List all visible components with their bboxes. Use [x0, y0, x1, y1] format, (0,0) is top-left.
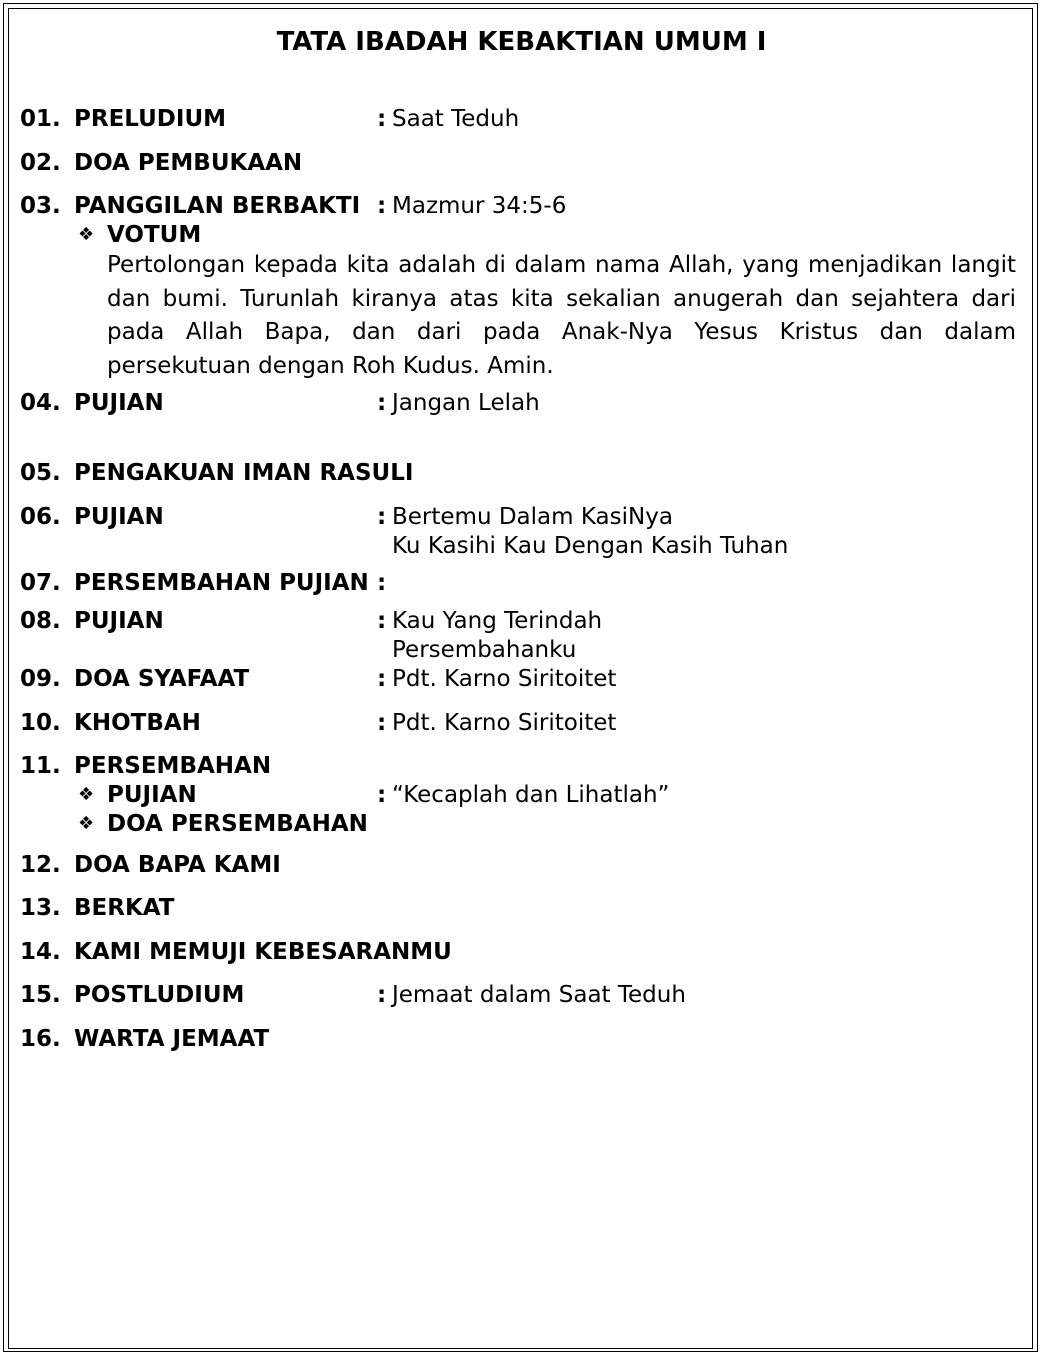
list-item-warta-jemaat — [20, 1024, 1020, 1054]
item-colon: : — [377, 570, 387, 596]
diamond-bullet-icon: ❖ — [78, 224, 95, 245]
item-label: DOA SYAFAAT — [74, 666, 250, 692]
list-item-pujian-3 — [20, 606, 1020, 636]
item-label: PERSEMBAHAN PUJIAN — [74, 570, 369, 596]
item-label: PANGGILAN BERBAKTI — [74, 193, 361, 219]
list-item-persembahan — [20, 751, 1020, 781]
item-colon: : — [377, 193, 387, 219]
item-number: 08. — [20, 608, 61, 634]
item-value: Pdt. Karno Siritoitet — [392, 666, 617, 692]
list-item-doa-syafaat — [20, 664, 1020, 694]
item-number: 11. — [20, 753, 61, 779]
list-item-doa-pembukaan — [20, 148, 1020, 178]
item-colon: : — [377, 666, 387, 692]
item-colon: : — [377, 504, 387, 530]
item-label: KAMI MEMUJI KEBESARANMU — [74, 939, 452, 965]
item-label: DOA PEMBUKAAN — [74, 150, 303, 176]
item-number: 07. — [20, 570, 61, 596]
item-label: PUJIAN — [74, 504, 164, 530]
list-item-berkat — [20, 893, 1020, 923]
item-label: KHOTBAH — [74, 710, 201, 736]
list-item-postludium — [20, 980, 1020, 1010]
item-number: 06. — [20, 504, 61, 530]
list-item-kami-memuji — [20, 937, 1020, 967]
item-label: WARTA JEMAAT — [74, 1026, 270, 1052]
votum-label: VOTUM — [107, 222, 202, 248]
subitem-label: PUJIAN — [107, 782, 197, 808]
item-label: PUJIAN — [74, 390, 164, 416]
item-number: 10. — [20, 710, 61, 736]
item-value: Pdt. Karno Siritoitet — [392, 710, 617, 736]
item-number: 16. — [20, 1026, 61, 1052]
item-number: 12. — [20, 852, 61, 878]
item-value: Jemaat dalam Saat Teduh — [392, 982, 686, 1008]
item-value-continued: Persembahanku — [392, 637, 577, 663]
subitem-value: “Kecaplah dan Lihatlah” — [392, 782, 670, 808]
item-label: PENGAKUAN IMAN RASULI — [74, 460, 414, 486]
item-colon: : — [377, 390, 387, 416]
item-number: 04. — [20, 390, 61, 416]
item-value: Saat Teduh — [392, 106, 520, 132]
item-number: 01. — [20, 106, 61, 132]
subitem-colon: : — [377, 782, 387, 808]
list-item-khotbah — [20, 708, 1020, 738]
item-value: Mazmur 34:5-6 — [392, 193, 567, 219]
item-label: POSTLUDIUM — [74, 982, 245, 1008]
list-item-pujian-2 — [20, 502, 1020, 532]
item-value: Jangan Lelah — [392, 390, 540, 416]
item-number: 05. — [20, 460, 61, 486]
item-colon: : — [377, 982, 387, 1008]
item-colon: : — [377, 608, 387, 634]
item-label: DOA BAPA KAMI — [74, 852, 281, 878]
item-number: 09. — [20, 666, 61, 692]
item-number: 13. — [20, 895, 61, 921]
list-item-doa-bapa-kami — [20, 850, 1020, 880]
page-title: TATA IBADAH KEBAKTIAN UMUM I — [276, 27, 767, 57]
item-value-continued: Ku Kasihi Kau Dengan Kasih Tuhan — [392, 533, 789, 559]
item-value: Kau Yang Terindah — [392, 608, 603, 634]
list-item-preludium — [20, 104, 1020, 134]
item-label: BERKAT — [74, 895, 175, 921]
item-number: 03. — [20, 193, 61, 219]
item-colon: : — [377, 710, 387, 736]
list-item-persembahan-pujian — [20, 568, 1020, 598]
list-item-pujian-1 — [20, 388, 1020, 418]
item-colon: : — [377, 106, 387, 132]
item-value: Bertemu Dalam KasiNya — [392, 504, 673, 530]
subitem-label: DOA PERSEMBAHAN — [107, 811, 368, 837]
item-label: PUJIAN — [74, 608, 164, 634]
item-number: 14. — [20, 939, 61, 965]
item-label: PRELUDIUM — [74, 106, 227, 132]
item-number: 02. — [20, 150, 61, 176]
diamond-bullet-icon: ❖ — [78, 784, 95, 805]
votum-text: Pertolongan kepada kita adalah di dalam nama Allah, yang menjadikan langit dan bumi. Turunlah kiranya atas kita sekalian anugerah dan sejahtera dari pada Allah Bapa, dan dari pada Anak-Nya Yesus Kristus dan dalam persekutuan dengan Roh Kudus. Amin. — [107, 252, 1016, 379]
list-item-panggilan-berbakti — [20, 191, 1020, 221]
item-label: PERSEMBAHAN — [74, 753, 272, 779]
diamond-bullet-icon: ❖ — [78, 813, 95, 834]
item-number: 15. — [20, 982, 61, 1008]
list-item-pengakuan-iman — [20, 458, 1020, 488]
